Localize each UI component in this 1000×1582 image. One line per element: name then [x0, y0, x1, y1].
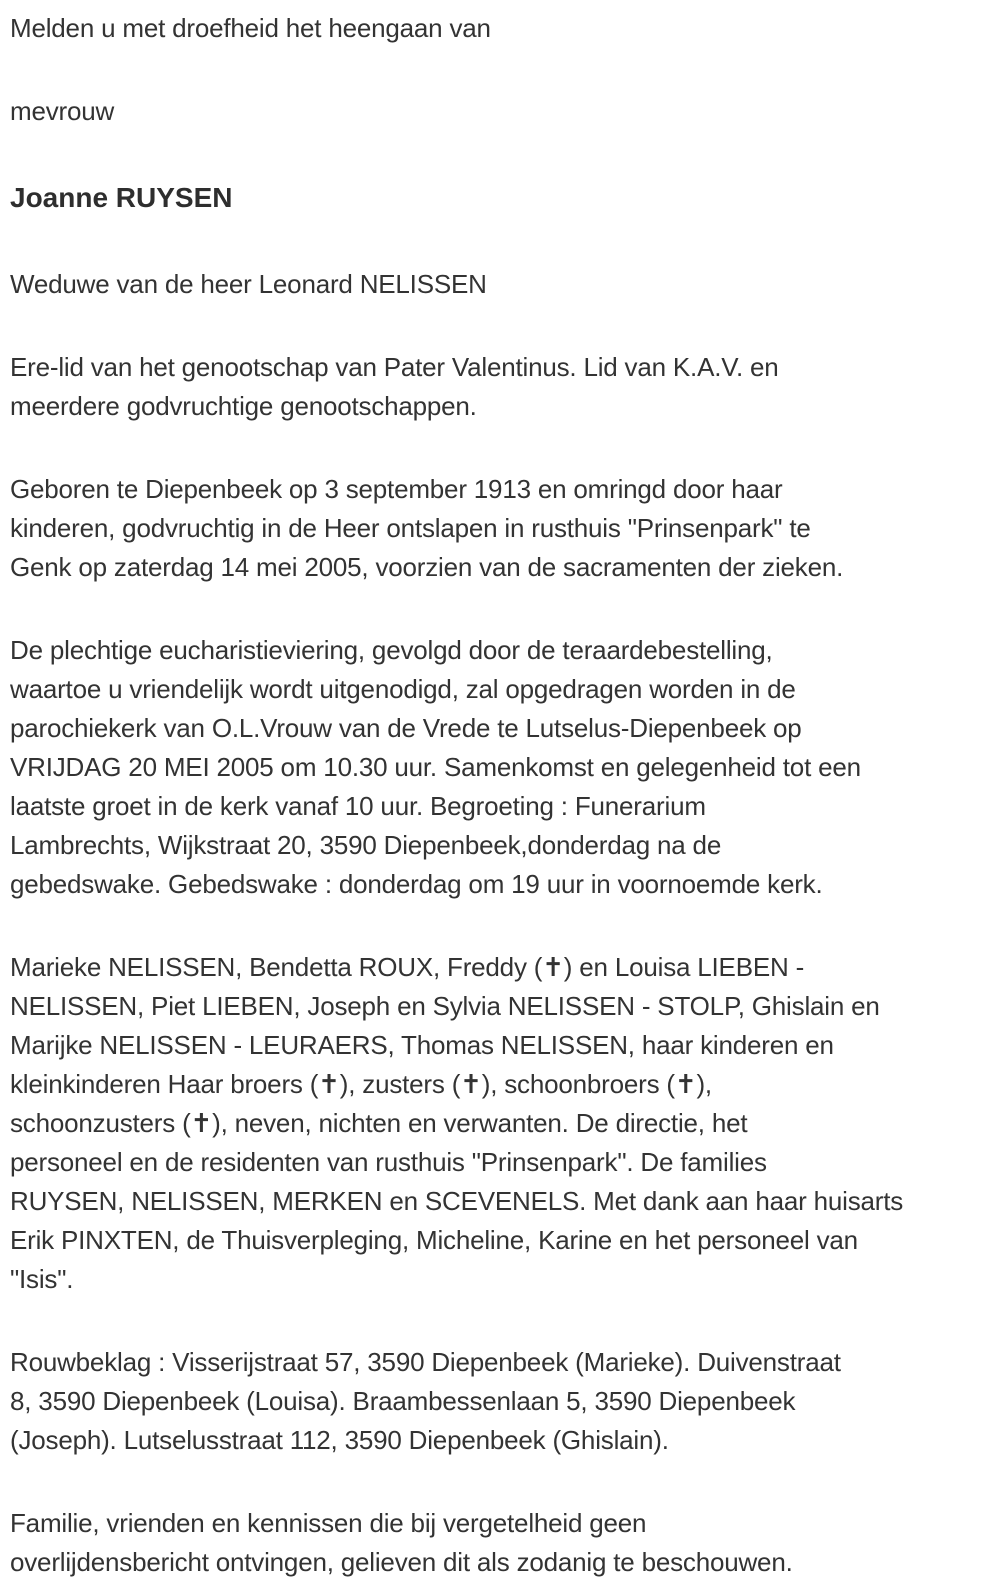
paragraph-service — [10, 631, 990, 904]
paragraph-intro — [10, 9, 990, 48]
text-line: Weduwe van de heer Leonard NELISSEN — [10, 269, 487, 299]
text-line: De plechtige eucharistieviering, gevolgd door de teraardebestelling, — [10, 635, 773, 665]
paragraph-condolences — [10, 1343, 990, 1460]
text-line: kleinkinderen Haar broers (✝), zusters (✝), schoonbroers (✝), — [10, 1069, 712, 1099]
text-line: parochiekerk van O.L.Vrouw van de Vrede te Lutselus-Diepenbeek op — [10, 713, 802, 743]
text-line: schoonzusters (✝), neven, nichten en verwanten. De directie, het — [10, 1108, 748, 1138]
text-line: personeel en de residenten van rusthuis "Prinsenpark". De families — [10, 1147, 767, 1177]
text-line: Melden u met droefheid het heengaan van — [10, 13, 491, 43]
text-line: Genk op zaterdag 14 mei 2005, voorzien van de sacramenten der zieken. — [10, 552, 844, 582]
text-line: Marieke NELISSEN, Bendetta ROUX, Freddy (✝) en Louisa LIEBEN - — [10, 952, 805, 982]
text-line: meerdere godvruchtige genootschappen. — [10, 391, 477, 421]
text-line: Rouwbeklag : Visserijstraat 57, 3590 Diepenbeek (Marieke). Duivenstraat — [10, 1347, 841, 1377]
text-line: Geboren te Diepenbeek op 3 september 1913 en omringd door haar — [10, 474, 783, 504]
text-line: waartoe u vriendelijk wordt uitgenodigd, zal opgedragen worden in de — [10, 674, 796, 704]
text-line: Joanne RUYSEN — [10, 182, 233, 213]
paragraph-salutation — [10, 92, 990, 131]
text-line: kinderen, godvruchtig in de Heer ontslapen in rusthuis "Prinsenpark" te — [10, 513, 811, 543]
text-line: mevrouw — [10, 96, 115, 126]
text-line: Marijke NELISSEN - LEURAERS, Thomas NELISSEN, haar kinderen en — [10, 1030, 834, 1060]
text-line: Ere-lid van het genootschap van Pater Valentinus. Lid van K.A.V. en — [10, 352, 779, 382]
text-line: gebedswake. Gebedswake : donderdag om 19 uur in voornoemde kerk. — [10, 869, 823, 899]
paragraph-apology — [10, 1504, 990, 1582]
text-line: NELISSEN, Piet LIEBEN, Joseph en Sylvia NELISSEN - STOLP, Ghislain en — [10, 991, 880, 1021]
paragraph-deceased-name — [10, 175, 990, 221]
text-line: RUYSEN, NELISSEN, MERKEN en SCEVENELS. Met dank aan haar huisarts — [10, 1186, 904, 1216]
paragraph-life-dates — [10, 470, 990, 587]
text-line: "Isis". — [10, 1264, 74, 1294]
paragraph-widow-of — [10, 265, 990, 304]
text-line: overlijdensbericht ontvingen, gelieven dit als zodanig te beschouwen. — [10, 1547, 793, 1577]
paragraph-memberships — [10, 348, 990, 426]
text-line: Familie, vrienden en kennissen die bij vergetelheid geen — [10, 1508, 647, 1538]
text-line: (Joseph). Lutselusstraat 112, 3590 Diepenbeek (Ghislain). — [10, 1425, 669, 1455]
text-line: Erik PINXTEN, de Thuisverpleging, Micheline, Karine en het personeel van — [10, 1225, 858, 1255]
text-line: Lambrechts, Wijkstraat 20, 3590 Diepenbeek,donderdag na de — [10, 830, 722, 860]
text-line: laatste groet in de kerk vanaf 10 uur. Begroeting : Funerarium — [10, 791, 706, 821]
text-line: VRIJDAG 20 MEI 2005 om 10.30 uur. Samenkomst en gelegenheid tot een — [10, 752, 861, 782]
text-line: 8, 3590 Diepenbeek (Louisa). Braambessenlaan 5, 3590 Diepenbeek — [10, 1386, 796, 1416]
paragraph-family — [10, 948, 990, 1299]
